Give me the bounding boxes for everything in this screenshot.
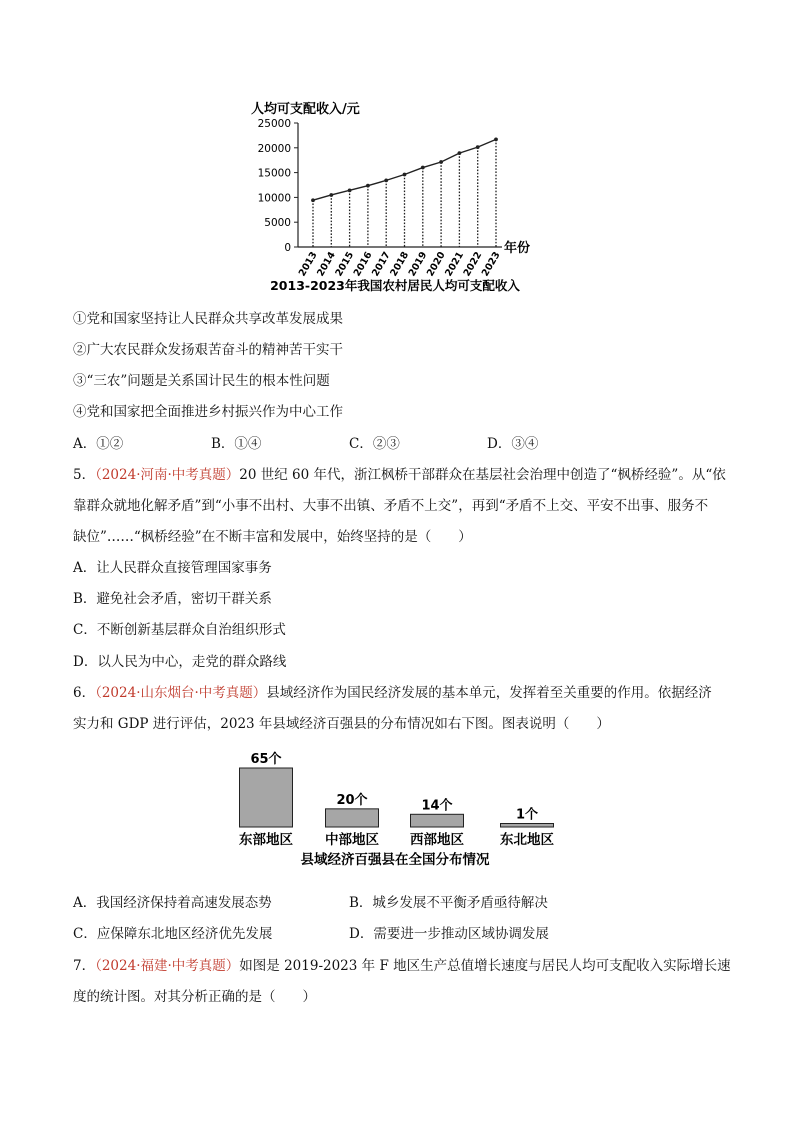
chart1-x-tick-label: 2016 [351, 250, 375, 279]
chart1-x-tick-label: 2022 [461, 250, 485, 279]
chart2-title: 县域经济百强县在全国分布情况 [300, 852, 490, 868]
q7-stem-line-1 [73, 956, 731, 976]
chart1-x-tick-label: 2021 [443, 250, 466, 279]
chart1-data-point [458, 151, 462, 155]
q6-stem-text: 县域经济作为国民经济发展的基本单元，发挥着至关重要的作用。依据经济 [266, 685, 712, 701]
chart2-category-label: 西部地区 [410, 832, 464, 848]
q6-stem-line-2: 实力和 GDP 进行评估，2023 年县域经济百强县的分布情况如右下图。图表说明（ ） [73, 716, 610, 732]
chart1-ylabel: 人均可支配收入/元 [251, 102, 360, 117]
q5-source: （2024·河南·中考真题） [95, 467, 240, 483]
q4-item-4: ④党和国家把全面推进乡村振兴作为中心工作 [73, 404, 343, 420]
chart1-x-tick-label: 2013 [296, 250, 320, 279]
q7-stem-text: 如图是 2019-2023 年 F 地区生产总值增长速度与居民人均可支配收入实际增长速 [239, 958, 731, 974]
chart2-category-label: 中部地区 [325, 832, 379, 848]
chart1-data-point [311, 198, 315, 202]
chart1-data-point [421, 166, 425, 170]
q7-source: （2024·福建·中考真题） [95, 958, 240, 974]
chart1-data-point [384, 178, 388, 182]
chart1-data-point [494, 138, 498, 142]
chart1-data-point [348, 188, 352, 192]
q4-option-c[interactable]: C．②③ [349, 436, 400, 452]
chart2-category-label: 东部地区 [239, 832, 293, 848]
q6-number: 6． [73, 685, 96, 701]
chart1-y-tick-label: 25000 [257, 118, 291, 130]
q4-option-d[interactable]: D．③④ [487, 436, 539, 452]
chart1-y-tick-label: 20000 [257, 142, 291, 155]
chart2-bar [326, 809, 379, 827]
chart2-value-label: 1个 [515, 807, 539, 823]
q5-option-b[interactable]: B．避免社会矛盾，密切干群关系 [73, 591, 272, 607]
q6-option-d[interactable]: D．需要进一步推动区域协调发展 [349, 926, 549, 942]
chart1-data-point [329, 193, 333, 197]
q6-option-a[interactable]: A．我国经济保持着高速发展态势 [73, 895, 272, 911]
chart1-x-tick-label: 2015 [333, 250, 357, 279]
chart2-value-label: 14个 [421, 798, 453, 814]
q6-source: （2024·山东烟台·中考真题） [95, 685, 267, 701]
chart1-data-point [439, 160, 443, 164]
chart1-x-tick-label: 2019 [406, 250, 430, 279]
chart1-x-tick-label: 2018 [388, 250, 412, 279]
chart1-data-point [366, 184, 370, 188]
chart2-bar [501, 824, 554, 828]
chart1-x-tick-label: 2020 [424, 250, 448, 279]
q4-option-a[interactable]: A．①② [73, 436, 124, 452]
q7-number: 7． [73, 958, 96, 974]
q6-option-c[interactable]: C．应保障东北地区经济优先发展 [73, 926, 273, 942]
chart1-y-tick-label: 10000 [257, 192, 291, 205]
q5-number: 5． [73, 467, 96, 483]
chart1-y-tick-label: 15000 [257, 167, 291, 180]
county-distribution-bar-chart [230, 748, 570, 873]
q4-item-2: ②广大农民群众发扬艰苦奋斗的精神苦干实干 [73, 342, 343, 358]
chart1-title: 2013-2023年我国农村居民人均可支配收入 [270, 278, 520, 293]
q5-stem-line-2: 靠群众就地化解矛盾”到“小事不出村、大事不出镇、矛盾不上交”，再到“矛盾不上交、平安不出事、服务不 [73, 498, 709, 514]
chart1-xlabel: 年份 [504, 241, 531, 256]
q5-stem-line-1 [73, 465, 726, 485]
chart2-value-label: 65个 [250, 752, 282, 767]
q5-option-a[interactable]: A．让人民群众直接管理国家事务 [73, 560, 272, 576]
q5-stem-text: 20 世纪 60 年代，浙江枫桥干部群众在基层社会治理中创造了“枫桥经验”。从“依 [239, 467, 726, 483]
chart1-data-point [403, 173, 407, 177]
q5-option-c[interactable]: C．不断创新基层群众自治组织形式 [73, 622, 286, 638]
chart1-x-tick-label: 2014 [315, 250, 338, 279]
chart1-y-tick-label: 0 [284, 242, 291, 254]
rural-income-line-chart [240, 95, 560, 300]
chart1-x-tick-label: 2017 [370, 250, 393, 279]
chart1-data-point [476, 145, 480, 149]
chart2-value-label: 20个 [336, 792, 368, 808]
q5-stem-line-3: 缺位”……“枫桥经验”在不断丰富和发展中，始终坚持的是（ ） [73, 529, 472, 545]
q4-item-1: ①党和国家坚持让人民群众共享改革发展成果 [73, 311, 343, 327]
q5-option-d[interactable]: D．以人民为中心，走党的群众路线 [73, 654, 287, 670]
chart2-bar [411, 814, 464, 827]
chart1-y-tick-label: 5000 [264, 217, 291, 230]
q4-option-b[interactable]: B．①④ [211, 436, 262, 452]
chart2-category-label: 东北地区 [500, 832, 554, 848]
q6-stem-line-1 [73, 683, 712, 703]
q7-stem-line-2: 度的统计图。对其分析正确的是（ ） [73, 989, 316, 1005]
q4-item-3: ③“三农”问题是关系国计民生的根本性问题 [73, 373, 330, 389]
q6-option-b[interactable]: B．城乡发展不平衡矛盾亟待解决 [349, 895, 548, 911]
chart1-x-tick-label: 2023 [479, 250, 503, 279]
chart2-bar [240, 768, 293, 827]
